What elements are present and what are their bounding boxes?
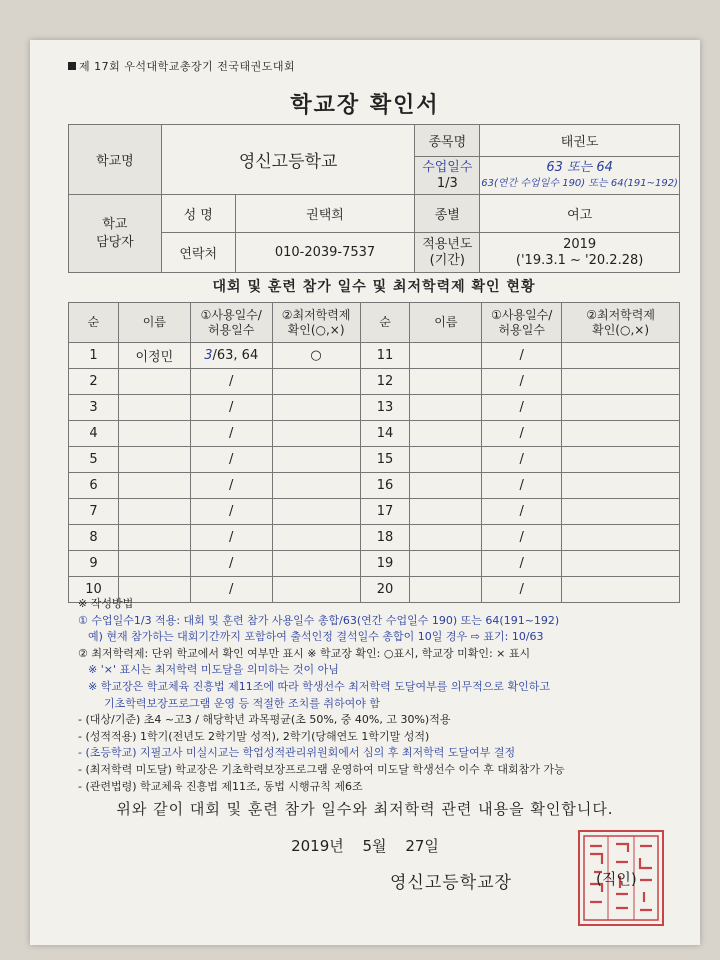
manager-label: 학교 담당자: [69, 195, 162, 273]
detail-5: - (관련법령) 학교체육 진흥법 제11조, 동법 시행규칙 제6조: [78, 779, 363, 793]
square-bullet-icon: [68, 62, 76, 70]
col-name-right: 이름: [410, 303, 482, 343]
handwritten-days: 3: [204, 348, 213, 363]
table-row: 6 / 16 /: [69, 473, 680, 499]
table-row: 8 / 18 /: [69, 525, 680, 551]
certificate-page: [30, 40, 700, 945]
col-min-left: ②최저학력제 확인(○,×): [272, 303, 360, 343]
event-value: 태권도: [480, 125, 680, 157]
gender-label: 종별: [415, 195, 480, 233]
year-label: 적용년도 (기간): [415, 233, 480, 273]
class-days-label: 수업일수 1/3: [415, 157, 480, 195]
col-no-right: 순: [360, 303, 410, 343]
table-row: 1 이정민 3/63, 64 ○ 11 /: [69, 343, 680, 369]
class-days-value: 63 또는 64 63(연간 수업일수 190) 또는 64(191~192): [480, 157, 680, 195]
participant-name: 이정민: [118, 343, 190, 369]
seal-label: (직인): [596, 870, 637, 888]
note-2c: ※ 학교장은 학교체육 진흥법 제11조에 따라 학생선수 최저학력 도달여부를 의무적으로 확인하고: [88, 679, 550, 693]
principal-signature: 영신고등학교장: [390, 873, 512, 893]
notes-heading: ※ 작성방법: [78, 597, 134, 610]
table-row: 9 / 19 /: [69, 551, 680, 577]
participants-header-row: [69, 303, 680, 343]
table-row: 4 / 14 /: [69, 421, 680, 447]
col-no-left: 순: [69, 303, 119, 343]
manager-name-label: 성 명: [161, 195, 235, 233]
instructions: [78, 596, 678, 795]
participation-subtitle: 대회 및 훈련 참가 일수 및 최저학력제 확인 현황: [212, 279, 536, 295]
document-title: 학교장 확인서: [290, 93, 440, 118]
school-name-label: 학교명: [69, 125, 162, 195]
participants-table: [68, 302, 680, 603]
detail-1: - (대상/기준) 초4 ~고3 / 해당학년 과목평균(초 50%, 중 40%, 고 30%)적용: [78, 713, 451, 727]
table-row: 5 / 15 /: [69, 447, 680, 473]
note-1b: 예) 현재 참가하는 대회기간까지 포함하여 출석인정 결석일수 총합이 10일 경우 ⇨ 표기: 10/63: [88, 630, 544, 644]
contact-value: 010-2039-7537: [235, 233, 415, 273]
col-min-right: ②최저학력제 확인(○,×): [562, 303, 680, 343]
note-2a: ② 최저학력제: 단위 학교에서 확인 여부만 표시 ※ 학교장 확인: ○표시, 학교장 미확인: × 표시: [78, 646, 531, 660]
competition-header: 제 17회 우석대학교총장기 전국태권도대회: [68, 58, 295, 74]
confirmation-statement: 위와 같이 대회 및 훈련 참가 일수와 최저학력 관련 내용을 확인합니다.: [116, 800, 614, 818]
col-days-right: ①사용일수/ 허용일수: [482, 303, 562, 343]
issue-date: 2019년 5월 27일: [291, 837, 439, 855]
year-value: 2019 ('19.3.1 ~ '20.2.28): [480, 233, 680, 273]
min-check-mark: ○: [272, 343, 360, 369]
manager-name-value: 권택희: [235, 195, 415, 233]
detail-4: - (최저학력 미도달) 학교장은 기초학력보장프로그램 운영하여 미도달 학생선수 이수 후 대회참가 가능: [78, 762, 565, 776]
table-row: 2 / 12 /: [69, 369, 680, 395]
note-2d: 기초학력보장프로그램 운영 등 적절한 조치를 취하여야 함: [104, 696, 381, 710]
note-1a: ① 수업일수1/3 적용: 대회 및 훈련 참가 사용일수 총합/63(연간 수업일수 190) 또는 64(191~192): [78, 613, 560, 627]
contact-label: 연락처: [161, 233, 235, 273]
col-days-left: ①사용일수/ 허용일수: [190, 303, 272, 343]
note-2b: ※ '×' 표시는 최저학력 미도달을 의미하는 것이 아님: [88, 663, 339, 677]
detail-2: - (성적적용) 1학기(전년도 2학기말 성적), 2학기(당해연도 1학기말 성적): [78, 729, 430, 743]
event-label: 종목명: [415, 125, 480, 157]
school-info-table: [68, 124, 680, 273]
table-row: 3 / 13 /: [69, 395, 680, 421]
detail-3: - (초등학교) 지필고사 미실시교는 학업성적관리위원회에서 심의 후 최저학력 도달여부 결정: [78, 746, 516, 760]
gender-value: 여고: [480, 195, 680, 233]
col-name-left: 이름: [118, 303, 190, 343]
school-name-value: 영신고등학교: [161, 125, 415, 195]
table-row: 10 / 20 /: [69, 577, 680, 603]
table-row: 7 / 17 /: [69, 499, 680, 525]
